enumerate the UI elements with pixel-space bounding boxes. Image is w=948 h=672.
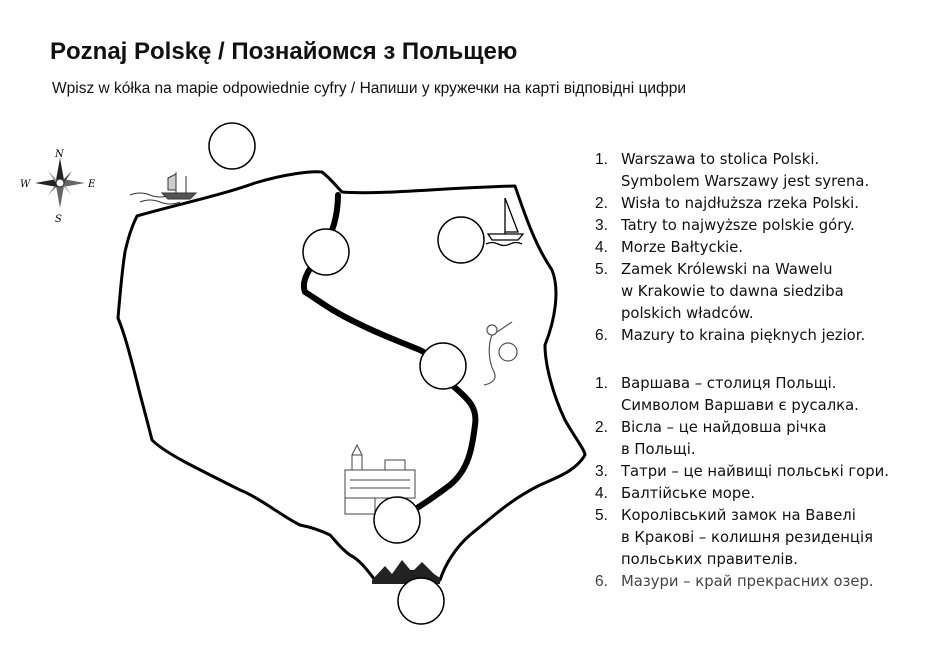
answer-circle-krakow[interactable] bbox=[374, 497, 420, 543]
poland-outline bbox=[118, 172, 585, 580]
instructions-ukrainian: Напиши у кружечки на карті відповідні цифри bbox=[359, 80, 687, 97]
poland-map bbox=[0, 110, 590, 672]
instructions bbox=[52, 80, 686, 98]
polish-facts-list bbox=[595, 149, 869, 347]
answer-circle-tatry[interactable] bbox=[398, 578, 444, 624]
list-item: 6. Мазури – край прекрасних озер. bbox=[595, 573, 874, 590]
list-item: 5. Королівський замок на Вавелі в Кракові – колишня резиденція польських правителів. bbox=[595, 507, 873, 568]
mermaid-icon bbox=[484, 322, 517, 385]
compass-e: E bbox=[88, 179, 96, 190]
list-item: 4. Балтійське море. bbox=[595, 485, 756, 502]
list-item: 3. Tatry to najwyższe polskie góry. bbox=[595, 217, 855, 234]
list-item: 5. Zamek Królewski na Wawelu w Krakowie to dawna siedziba polskich władców. bbox=[595, 261, 844, 322]
ship-icon bbox=[130, 172, 196, 204]
compass-n: N bbox=[55, 149, 64, 160]
list-item: 1. Warszawa to stolica Polski. Symbolem Warszawy jest syrena. bbox=[595, 151, 870, 190]
compass-rose-icon bbox=[20, 149, 96, 225]
list-item: 1. Варшава – столиця Польщі. Символом Варшави є русалка. bbox=[595, 375, 859, 414]
instructions-polish: Wpisz w kółka na mapie odpowiednie cyfry / bbox=[52, 80, 356, 97]
list-item: 2. Wisła to najdłuższa rzeka Polski. bbox=[595, 195, 859, 212]
compass-s: S bbox=[55, 214, 62, 225]
list-item: 3. Татри – це найвищі польські гори. bbox=[595, 463, 889, 480]
sailboat-icon bbox=[486, 198, 523, 246]
page-title: Poznaj Polskę / Познайомся з Польщею bbox=[50, 38, 518, 65]
compass-w: W bbox=[20, 179, 31, 190]
list-item: 2. Вісла – це найдовша річка в Польщі. bbox=[595, 419, 827, 458]
answer-circle-baltic[interactable] bbox=[209, 123, 255, 169]
list-item: 4. Morze Bałtyckie. bbox=[595, 239, 744, 256]
answer-circle-mazury[interactable] bbox=[438, 217, 484, 263]
answer-circle-vistula[interactable] bbox=[303, 229, 349, 275]
answer-circle-warsaw[interactable] bbox=[420, 343, 466, 389]
list-item: 6. Mazury to kraina pięknych jezior. bbox=[595, 327, 866, 344]
ukrainian-facts-list bbox=[595, 373, 889, 593]
